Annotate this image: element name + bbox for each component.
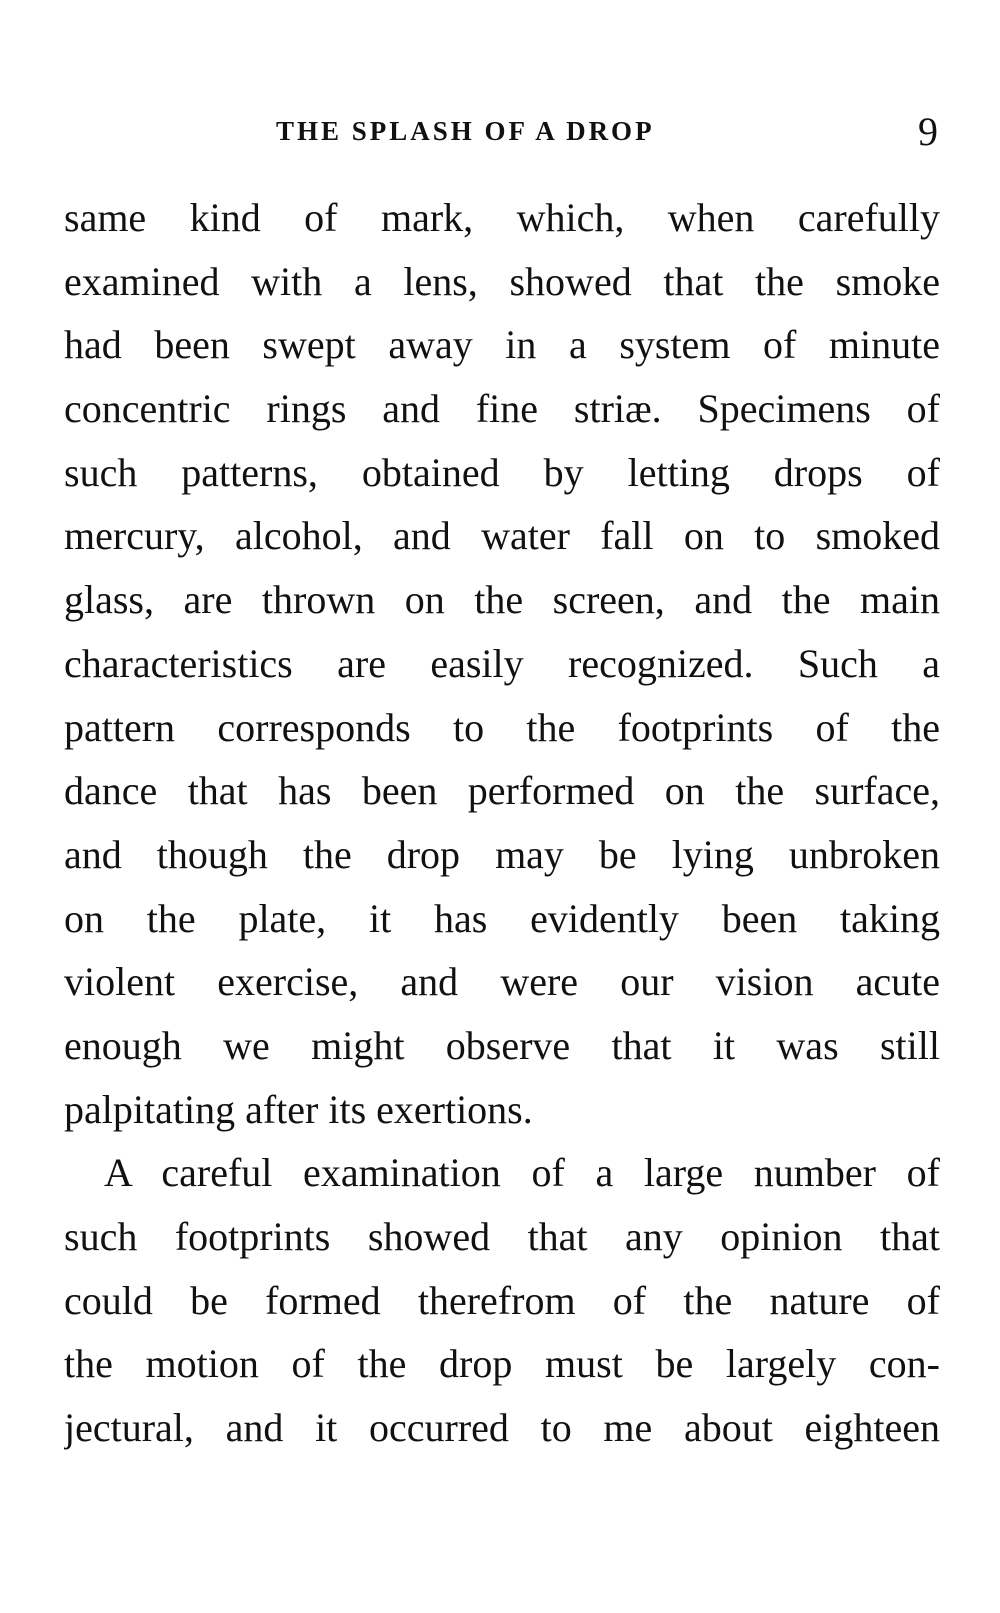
text-line: violent exercise, and were our vision acute: [64, 959, 940, 1005]
text-line: A careful examination of a large number of: [104, 1150, 940, 1196]
text-line: palpitating after its exertions.: [64, 1086, 533, 1132]
paragraph-1: [64, 186, 940, 1141]
text-line: such footprints showed that any opinion that: [64, 1214, 940, 1259]
body-text: [64, 186, 940, 1460]
text-line: glass, are thrown on the screen, and the main: [64, 577, 940, 623]
text-line: characteristics are easily recognized. Such a: [64, 640, 940, 686]
text-line: had been swept away in a system of minute: [64, 322, 940, 368]
page-number: 9: [918, 109, 938, 154]
text-line: enough we might observe that it was still: [64, 1022, 940, 1068]
text-line: jectural, and it occurred to me about eighteen: [64, 1405, 940, 1451]
text-line: same kind of mark, which, when carefully: [64, 195, 940, 240]
text-line: could be formed therefrom of the nature of: [64, 1277, 940, 1323]
text-line: examined with a lens, showed that the smoke: [64, 258, 940, 304]
text-line: dance that has been performed on the surface,: [64, 768, 940, 814]
paragraph-2: [64, 1141, 940, 1459]
text-line: mercury, alcohol, and water fall on to smoked: [64, 513, 940, 559]
text-line: such patterns, obtained by letting drops of: [64, 449, 940, 495]
text-line: on the plate, it has evidently been taking: [64, 895, 940, 941]
text-line: concentric rings and fine striæ. Specimens of: [64, 386, 940, 432]
text-line: pattern corresponds to the footprints of the: [64, 704, 940, 750]
text-line: and though the drop may be lying unbroken: [64, 831, 940, 877]
running-title: THE SPLASH OF A DROP: [276, 116, 655, 146]
text-line: the motion of the drop must be largely con-: [64, 1341, 940, 1387]
